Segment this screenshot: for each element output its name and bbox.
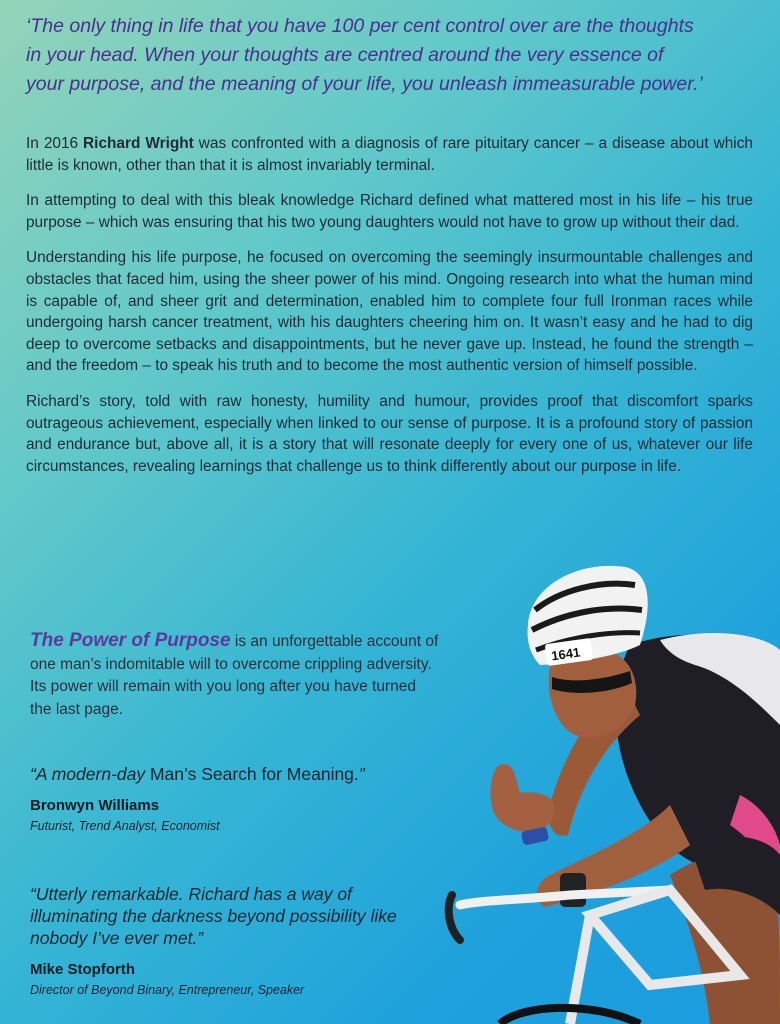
- quote-line-1: ‘The only thing in life that you have 100 per cent control over are the thoughts: [26, 15, 694, 37]
- endorsement-quote: [30, 763, 450, 785]
- quoted-book-title: Man’s Search for Meaning.: [149, 764, 359, 784]
- promo-paragraph: [30, 630, 440, 721]
- synopsis-paragraph-4: Richard’s story, told with raw honesty, humility and humour, provides proof that discomfort sparks outrageous achievement, especially when linked to our sense of purpose. It is a profound story of passion and endurance but, above all, it is a story that will resonate deeply for every one of us, whatever our life circumstances, revealing learnings that challenge us to think differently about our purpose in life.: [26, 392, 753, 475]
- quote-close: ”: [358, 764, 365, 784]
- synopsis-paragraph-2: In attempting to deal with this bleak knowledge Richard defined what mattered most in his life – his true purpose – which was ensuring that his two young daughters would not have to grow up without their dad.: [26, 192, 753, 231]
- synopsis-paragraph-1: [26, 133, 753, 176]
- endorser-name: Bronwyn Williams: [30, 797, 160, 814]
- endorsement-quote: “Utterly remarkable. Richard has a way of illuminating the darkness beyond possibility like nobody I’ve ever met.”: [30, 884, 397, 948]
- endorser-role: Director of Beyond Binary, Entrepreneur, Speaker: [30, 983, 305, 997]
- endorser-name: Mike Stopforth: [30, 961, 135, 978]
- synopsis-paragraph-3: Understanding his life purpose, he focused on overcoming the seemingly insurmountable challenges and obstacles that faced him, using the sheer power of his mind. Ongoing research into what the human mind is capable of, and sheer grit and determination, enabled him to complete four full Ironman races while undergoing harsh cancer treatment, with his daughters cheering him on. It wasn’t easy and he had to dig deep to overcome setbacks and disappointments, but he never gave up. Instead, he found the strength – and the freedom – to speak his truth and to become the most authentic version of himself possible.: [26, 249, 753, 375]
- book-title: The Power of Purpose: [30, 630, 231, 651]
- endorser-role: Futurist, Trend Analyst, Economist: [30, 819, 220, 833]
- epigraph-quote: [26, 12, 766, 99]
- endorsement-1: [30, 763, 450, 833]
- synopsis: [26, 133, 753, 491]
- thumbs-up-hand: [490, 764, 554, 832]
- author-name: Richard Wright: [83, 135, 194, 152]
- p1-lead: In 2016: [26, 135, 84, 152]
- p1-rest: was confronted with a diagnosis of rare pituitary cancer – a disease about which little is known, other than that it is almost invariably terminal.: [26, 135, 753, 174]
- quote-line-2: in your head. When your thoughts are centred around the very essence of: [26, 44, 664, 66]
- quote-part: “A modern-day: [30, 764, 150, 784]
- quote-line-3: your purpose, and the meaning of your life, you unleash immeasurable power.’: [26, 73, 703, 95]
- endorsement-2: [30, 883, 430, 997]
- cyclist-photo: [440, 555, 780, 1024]
- promo-text: is an unforgettable account of one man’s indomitable will to overcome crippling adversity. Its power will remain with you long after you have turned the last page.: [30, 633, 439, 718]
- race-number: 1641: [550, 644, 582, 664]
